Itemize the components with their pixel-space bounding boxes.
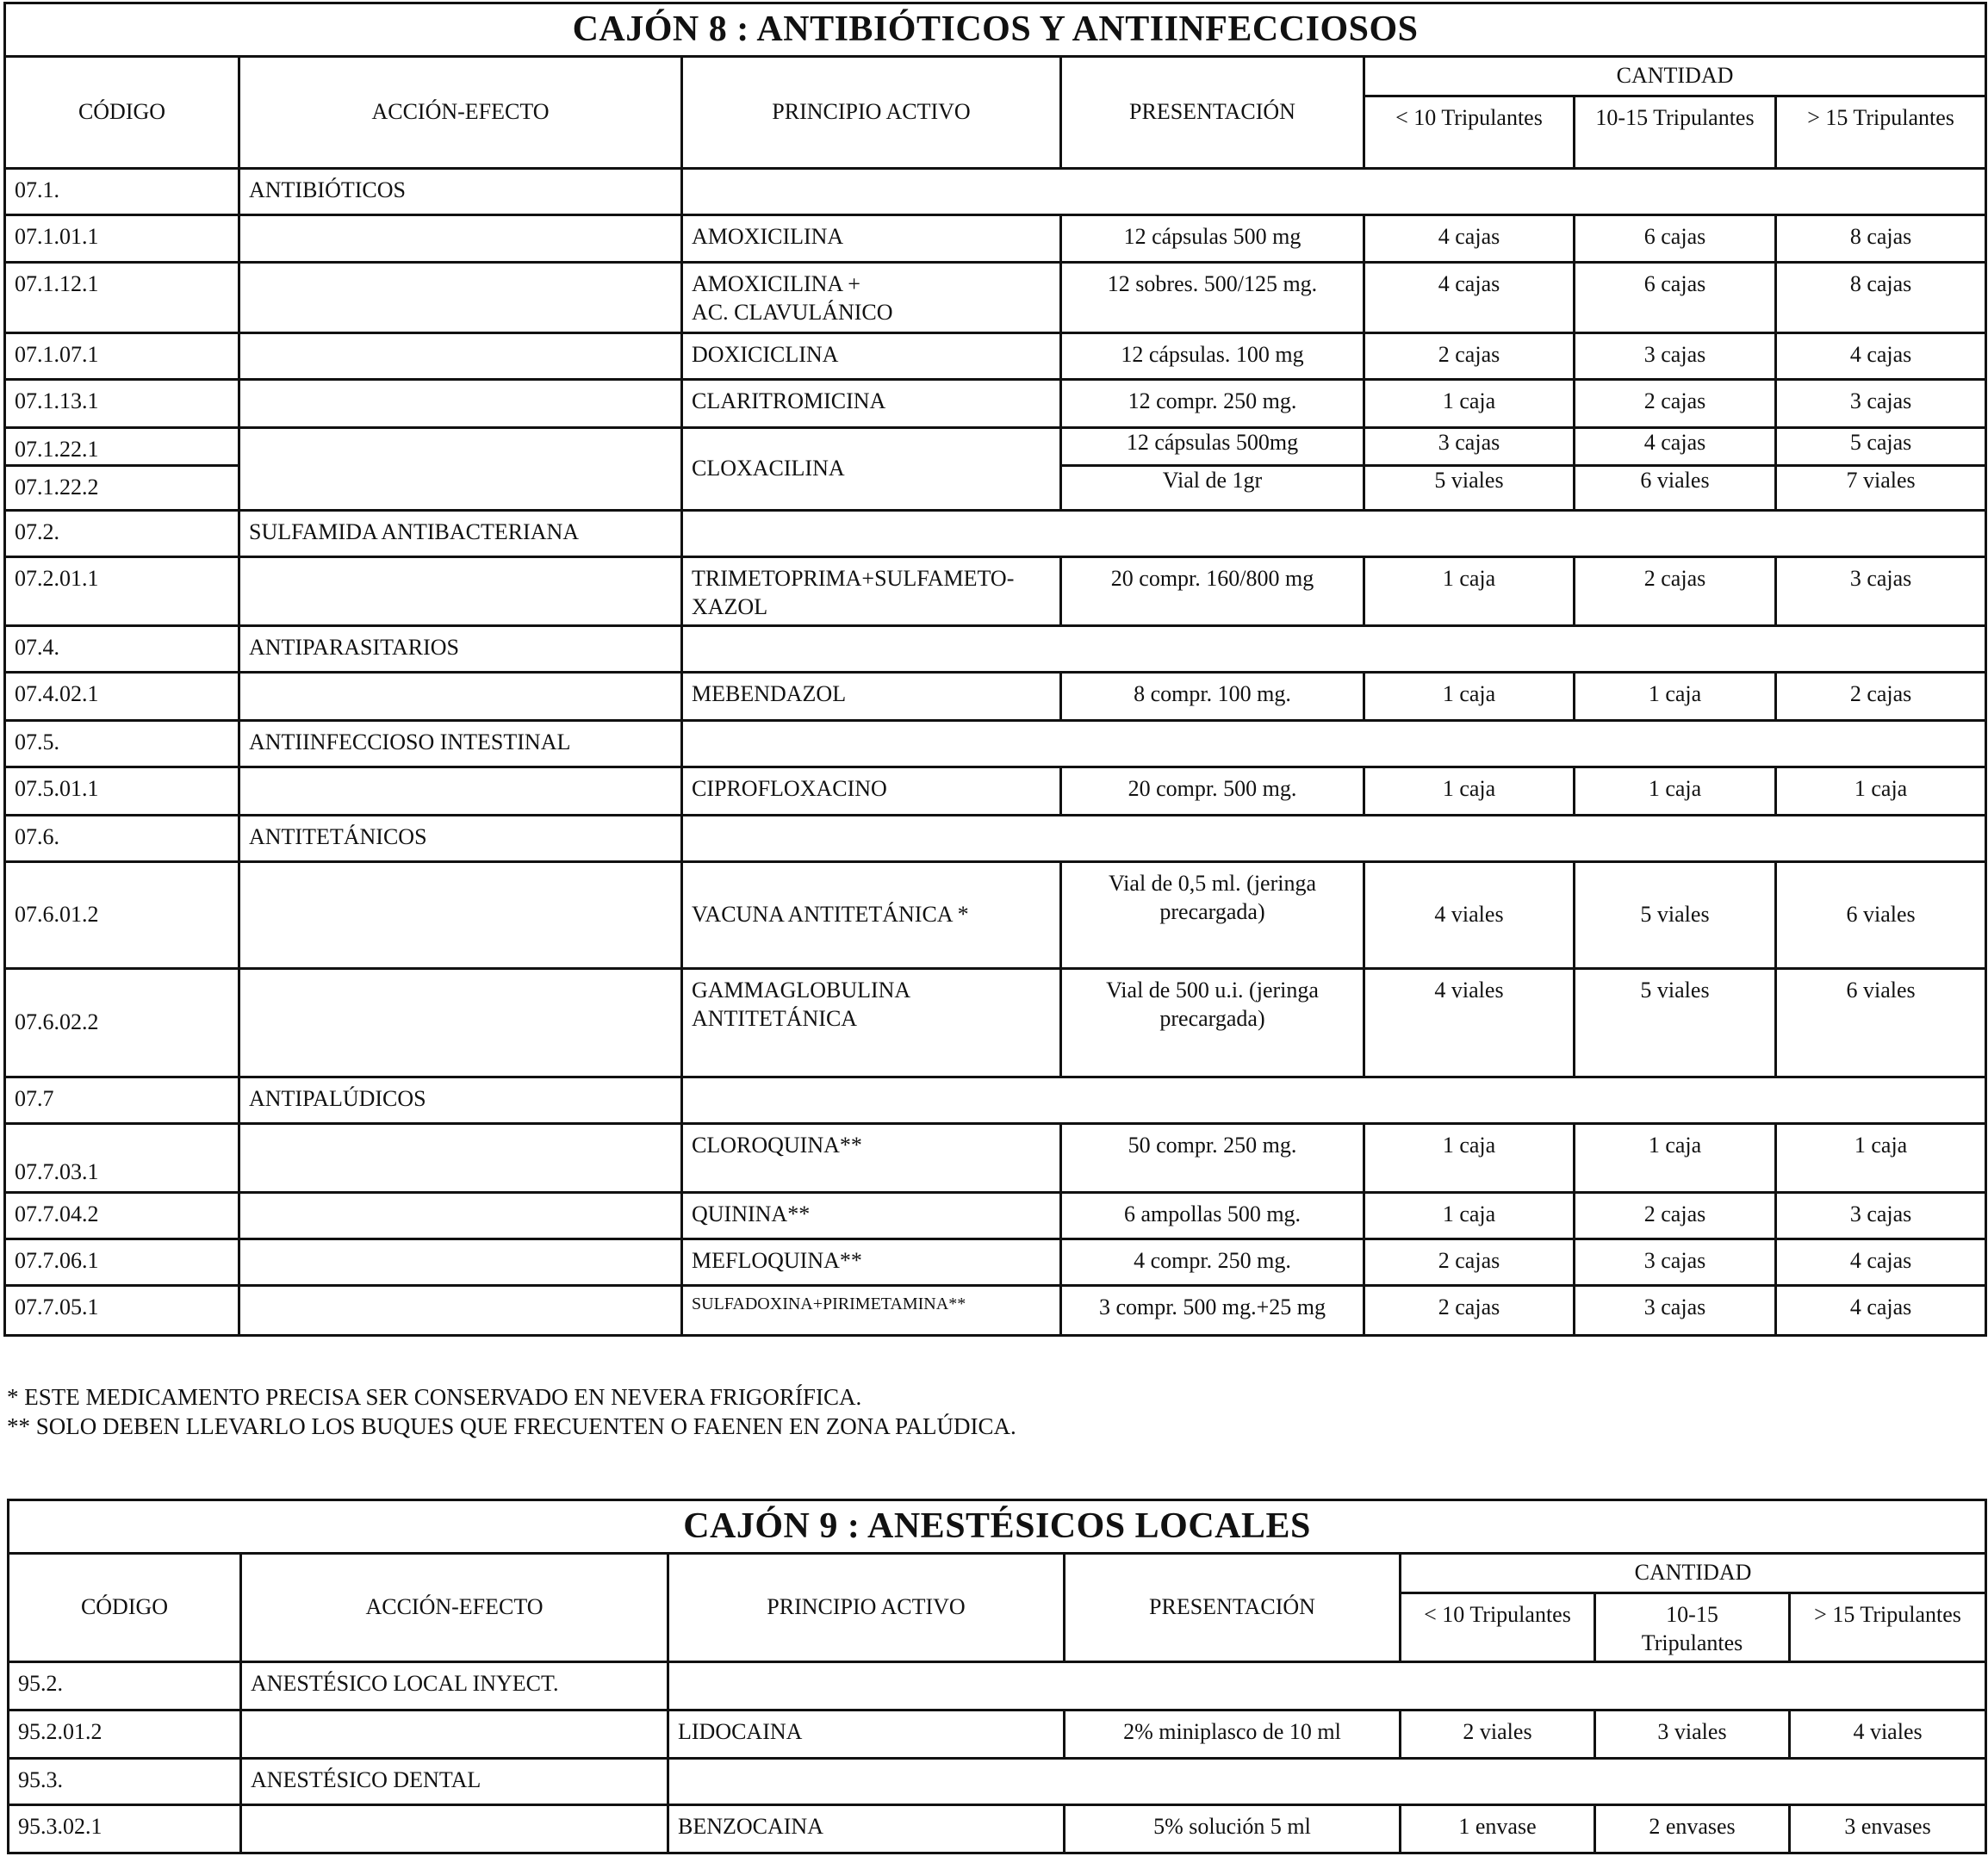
principle-cell: AMOXICILINA bbox=[682, 215, 1061, 263]
qty-gt15-cell: 6 viales bbox=[1776, 862, 1986, 969]
category-row bbox=[5, 816, 1986, 862]
qty-gt15-cell: 1 caja bbox=[1776, 767, 1986, 816]
qty-10-15-cell: 2 cajas bbox=[1575, 380, 1776, 428]
qty-lt10-cell: 1 envase bbox=[1401, 1805, 1595, 1853]
action-cell bbox=[239, 1193, 682, 1239]
action-cell bbox=[239, 969, 682, 1077]
category-name: ANTITETÁNICOS bbox=[239, 816, 682, 862]
category-row bbox=[9, 1662, 1986, 1710]
qty-gt15-cell: 4 viales bbox=[1790, 1710, 1986, 1759]
principle-cell: CLARITROMICINA bbox=[682, 380, 1061, 428]
presentation-cell: 12 cápsulas 500 mg bbox=[1061, 215, 1364, 263]
qty-10-15-cell: 3 cajas bbox=[1575, 1286, 1776, 1336]
header-qty-lt10: < 10 Tripulantes bbox=[1401, 1593, 1595, 1662]
code-cell: 07.1.13.1 bbox=[5, 380, 239, 428]
header-code: CÓDIGO bbox=[9, 1554, 241, 1662]
table-row bbox=[5, 1239, 1986, 1286]
action-cell bbox=[239, 862, 682, 969]
presentation-cell: 20 compr. 160/800 mg bbox=[1061, 557, 1364, 626]
category-row bbox=[5, 1077, 1986, 1124]
header-action-effect: ACCIÓN-EFECTO bbox=[241, 1554, 668, 1662]
qty-gt15-cell: 4 cajas bbox=[1776, 1286, 1986, 1336]
header-quantity: CANTIDAD bbox=[1364, 57, 1986, 96]
qty-gt15-cell: 8 cajas bbox=[1776, 215, 1986, 263]
principle-cell: LIDOCAINA bbox=[668, 1710, 1065, 1759]
action-cell bbox=[239, 428, 682, 511]
category-blank bbox=[668, 1759, 1986, 1805]
principle-line-2: XAZOL bbox=[692, 593, 768, 619]
footnotes bbox=[7, 1382, 1016, 1441]
category-code: 95.2. bbox=[9, 1662, 241, 1710]
action-cell bbox=[239, 1124, 682, 1193]
principle-line-2: ANTITETÁNICA bbox=[692, 1005, 858, 1031]
qty-lt10-cell: 4 cajas bbox=[1364, 215, 1575, 263]
category-name: ANESTÉSICO LOCAL INYECT. bbox=[241, 1662, 668, 1710]
action-cell bbox=[241, 1805, 668, 1853]
category-code: 07.4. bbox=[5, 626, 239, 673]
category-code: 07.7 bbox=[5, 1077, 239, 1124]
presentation-cell bbox=[1061, 969, 1364, 1077]
table-row bbox=[5, 969, 1986, 1077]
header-presentation: PRESENTACIÓN bbox=[1061, 57, 1364, 169]
category-code: 07.6. bbox=[5, 816, 239, 862]
qty-gt15-cell: 3 cajas bbox=[1776, 380, 1986, 428]
presentation-cell: 12 compr. 250 mg. bbox=[1061, 380, 1364, 428]
table-row bbox=[5, 263, 1986, 333]
category-name: ANTIPALÚDICOS bbox=[239, 1077, 682, 1124]
header-quantity: CANTIDAD bbox=[1401, 1554, 1986, 1593]
category-row bbox=[5, 511, 1986, 557]
qty-lt10-cell: 4 viales bbox=[1364, 862, 1575, 969]
qty-gt15-cell: 5 cajas bbox=[1776, 428, 1986, 466]
qty-lt10-cell: 1 caja bbox=[1364, 1124, 1575, 1193]
code-cell: 07.7.03.1 bbox=[5, 1124, 239, 1193]
category-name: ANTIINFECCIOSO INTESTINAL bbox=[239, 721, 682, 767]
qty-lt10-cell: 2 cajas bbox=[1364, 1239, 1575, 1286]
principle-cell: BENZOCAINA bbox=[668, 1805, 1065, 1853]
qty-gt15-cell: 3 envases bbox=[1790, 1805, 1986, 1853]
qty-lt10-cell: 2 cajas bbox=[1364, 333, 1575, 380]
qty-lt10-cell: 3 cajas bbox=[1364, 428, 1575, 466]
presentation-line-2: precargada) bbox=[1159, 1005, 1265, 1031]
presentation-cell: 6 ampollas 500 mg. bbox=[1061, 1193, 1364, 1239]
category-blank bbox=[668, 1662, 1986, 1710]
presentation-cell: Vial de 1gr bbox=[1061, 466, 1364, 511]
action-cell bbox=[239, 263, 682, 333]
action-cell bbox=[239, 380, 682, 428]
principle-cell: SULFADOXINA+PIRIMETAMINA** bbox=[682, 1286, 1061, 1336]
code-cell: 07.1.22.1 bbox=[5, 428, 239, 466]
action-cell bbox=[239, 215, 682, 263]
header-code: CÓDIGO bbox=[5, 57, 239, 169]
presentation-line-1: Vial de 0,5 ml. (jeringa bbox=[1108, 871, 1317, 896]
qty-lt10-cell: 2 cajas bbox=[1364, 1286, 1575, 1336]
header-qty-10-15-line-1: 10-15 bbox=[1666, 1602, 1718, 1627]
code-cell: 07.7.05.1 bbox=[5, 1286, 239, 1336]
qty-10-15-cell: 1 caja bbox=[1575, 767, 1776, 816]
qty-10-15-cell: 5 viales bbox=[1575, 969, 1776, 1077]
qty-lt10-cell: 2 viales bbox=[1401, 1710, 1595, 1759]
qty-10-15-cell: 6 cajas bbox=[1575, 263, 1776, 333]
table-row bbox=[5, 1286, 1986, 1336]
header-qty-10-15: 10-15 Tripulantes bbox=[1575, 96, 1776, 169]
header-action-effect: ACCIÓN-EFECTO bbox=[239, 57, 682, 169]
qty-10-15-cell: 2 envases bbox=[1595, 1805, 1790, 1853]
principle-cell: CIPROFLOXACINO bbox=[682, 767, 1061, 816]
code-cell: 07.1.01.1 bbox=[5, 215, 239, 263]
qty-lt10-cell: 5 viales bbox=[1364, 466, 1575, 511]
table-row bbox=[5, 333, 1986, 380]
code-cell: 95.3.02.1 bbox=[9, 1805, 241, 1853]
table-row bbox=[5, 215, 1986, 263]
principle-cell: VACUNA ANTITETÁNICA * bbox=[682, 862, 1061, 969]
header-qty-10-15-line-2: Tripulantes bbox=[1641, 1630, 1743, 1655]
principle-cell: MEFLOQUINA** bbox=[682, 1239, 1061, 1286]
qty-lt10-cell: 1 caja bbox=[1364, 673, 1575, 721]
table-row bbox=[5, 428, 1986, 466]
principle-line-2: AC. CLAVULÁNICO bbox=[692, 299, 893, 325]
category-row bbox=[9, 1759, 1986, 1805]
presentation-line-2: precargada) bbox=[1159, 898, 1265, 924]
action-cell bbox=[239, 557, 682, 626]
table-row bbox=[5, 767, 1986, 816]
code-cell: 07.6.02.2 bbox=[5, 969, 239, 1077]
presentation-cell: 4 compr. 250 mg. bbox=[1061, 1239, 1364, 1286]
drawer-8-title: CAJÓN 8 : ANTIBIÓTICOS Y ANTIINFECCIOSOS bbox=[5, 3, 1986, 57]
principle-cell bbox=[682, 263, 1061, 333]
qty-10-15-cell: 4 cajas bbox=[1575, 428, 1776, 466]
table-row bbox=[5, 673, 1986, 721]
qty-lt10-cell: 1 caja bbox=[1364, 380, 1575, 428]
header-active-principle: PRINCIPIO ACTIVO bbox=[682, 57, 1061, 169]
header-qty-gt15: > 15 Tripulantes bbox=[1776, 96, 1986, 169]
category-code: 07.2. bbox=[5, 511, 239, 557]
presentation-cell: 5% solución 5 ml bbox=[1065, 1805, 1401, 1853]
qty-gt15-cell: 7 viales bbox=[1776, 466, 1986, 511]
principle-cell: CLOROQUINA** bbox=[682, 1124, 1061, 1193]
category-blank bbox=[682, 626, 1986, 673]
category-blank bbox=[682, 721, 1986, 767]
code-cell: 07.7.06.1 bbox=[5, 1239, 239, 1286]
action-cell bbox=[239, 767, 682, 816]
header-active-principle: PRINCIPIO ACTIVO bbox=[668, 1554, 1065, 1662]
table-row bbox=[9, 1710, 1986, 1759]
qty-10-15-cell: 2 cajas bbox=[1575, 1193, 1776, 1239]
presentation-cell: 2% miniplasco de 10 ml bbox=[1065, 1710, 1401, 1759]
presentation-cell bbox=[1061, 862, 1364, 969]
qty-10-15-cell: 3 cajas bbox=[1575, 333, 1776, 380]
table-row bbox=[9, 1805, 1986, 1853]
action-cell bbox=[239, 1286, 682, 1336]
header-qty-gt15: > 15 Tripulantes bbox=[1790, 1593, 1986, 1662]
qty-10-15-cell: 1 caja bbox=[1575, 673, 1776, 721]
table-row bbox=[5, 1193, 1986, 1239]
principle-line-1: AMOXICILINA + bbox=[692, 271, 860, 296]
table-row bbox=[5, 1124, 1986, 1193]
category-row bbox=[5, 169, 1986, 215]
principle-line-1: TRIMETOPRIMA+SULFAMETO- bbox=[692, 566, 1015, 591]
qty-gt15-cell: 1 caja bbox=[1776, 1124, 1986, 1193]
presentation-cell: 20 compr. 500 mg. bbox=[1061, 767, 1364, 816]
category-code: 95.3. bbox=[9, 1759, 241, 1805]
qty-10-15-cell: 5 viales bbox=[1575, 862, 1776, 969]
principle-cell: DOXICICLINA bbox=[682, 333, 1061, 380]
drawer-8-table bbox=[3, 2, 1987, 1337]
category-name: SULFAMIDA ANTIBACTERIANA bbox=[239, 511, 682, 557]
presentation-cell: 8 compr. 100 mg. bbox=[1061, 673, 1364, 721]
presentation-cell: 12 sobres. 500/125 mg. bbox=[1061, 263, 1364, 333]
table-row bbox=[5, 862, 1986, 969]
code-cell: 07.1.12.1 bbox=[5, 263, 239, 333]
header-presentation: PRESENTACIÓN bbox=[1065, 1554, 1401, 1662]
qty-gt15-cell: 4 cajas bbox=[1776, 333, 1986, 380]
drawer-9-table bbox=[7, 1499, 1987, 1854]
category-blank bbox=[682, 511, 1986, 557]
code-cell: 95.2.01.2 bbox=[9, 1710, 241, 1759]
header-qty-lt10: < 10 Tripulantes bbox=[1364, 96, 1575, 169]
qty-10-15-cell: 2 cajas bbox=[1575, 557, 1776, 626]
qty-10-15-cell: 3 cajas bbox=[1575, 1239, 1776, 1286]
drawer-9-title: CAJÓN 9 : ANESTÉSICOS LOCALES bbox=[9, 1500, 1986, 1554]
category-name: ANTIBIÓTICOS bbox=[239, 169, 682, 215]
action-cell bbox=[239, 1239, 682, 1286]
qty-gt15-cell: 6 viales bbox=[1776, 969, 1986, 1077]
category-code: 07.1. bbox=[5, 169, 239, 215]
qty-lt10-cell: 4 cajas bbox=[1364, 263, 1575, 333]
code-cell: 07.2.01.1 bbox=[5, 557, 239, 626]
presentation-cell: 50 compr. 250 mg. bbox=[1061, 1124, 1364, 1193]
principle-cell: QUININA** bbox=[682, 1193, 1061, 1239]
category-blank bbox=[682, 816, 1986, 862]
qty-lt10-cell: 1 caja bbox=[1364, 557, 1575, 626]
presentation-cell: 12 cápsulas. 100 mg bbox=[1061, 333, 1364, 380]
code-cell: 07.7.04.2 bbox=[5, 1193, 239, 1239]
code-cell: 07.1.22.2 bbox=[5, 466, 239, 511]
qty-gt15-cell: 8 cajas bbox=[1776, 263, 1986, 333]
qty-10-15-cell: 3 viales bbox=[1595, 1710, 1790, 1759]
qty-gt15-cell: 3 cajas bbox=[1776, 557, 1986, 626]
category-code: 07.5. bbox=[5, 721, 239, 767]
principle-cell: MEBENDAZOL bbox=[682, 673, 1061, 721]
category-name: ANTIPARASITARIOS bbox=[239, 626, 682, 673]
presentation-cell: 12 cápsulas 500mg bbox=[1061, 428, 1364, 466]
code-cell: 07.6.01.2 bbox=[5, 862, 239, 969]
footnote-refrigeration: * ESTE MEDICAMENTO PRECISA SER CONSERVADO EN NEVERA FRIGORÍFICA. bbox=[7, 1384, 862, 1410]
presentation-cell: 3 compr. 500 mg.+25 mg bbox=[1061, 1286, 1364, 1336]
footnote-malaria-zone: ** SOLO DEBEN LLEVARLO LOS BUQUES QUE FRECUENTEN O FAENEN EN ZONA PALÚDICA. bbox=[7, 1413, 1016, 1439]
principle-cell bbox=[682, 969, 1061, 1077]
table-row bbox=[5, 380, 1986, 428]
qty-10-15-cell: 1 caja bbox=[1575, 1124, 1776, 1193]
qty-lt10-cell: 1 caja bbox=[1364, 1193, 1575, 1239]
category-name: ANESTÉSICO DENTAL bbox=[241, 1759, 668, 1805]
category-row bbox=[5, 721, 1986, 767]
code-cell: 07.5.01.1 bbox=[5, 767, 239, 816]
qty-lt10-cell: 4 viales bbox=[1364, 969, 1575, 1077]
qty-10-15-cell: 6 viales bbox=[1575, 466, 1776, 511]
action-cell bbox=[239, 673, 682, 721]
qty-gt15-cell: 3 cajas bbox=[1776, 1193, 1986, 1239]
action-cell bbox=[241, 1710, 668, 1759]
qty-lt10-cell: 1 caja bbox=[1364, 767, 1575, 816]
category-row bbox=[5, 626, 1986, 673]
principle-cell: CLOXACILINA bbox=[682, 428, 1061, 511]
category-blank bbox=[682, 1077, 1986, 1124]
presentation-line-1: Vial de 500 u.i. (jeringa bbox=[1106, 978, 1319, 1003]
code-cell: 07.4.02.1 bbox=[5, 673, 239, 721]
qty-10-15-cell: 6 cajas bbox=[1575, 215, 1776, 263]
category-blank bbox=[682, 169, 1986, 215]
header-qty-10-15 bbox=[1595, 1593, 1790, 1662]
action-cell bbox=[239, 333, 682, 380]
code-cell: 07.1.07.1 bbox=[5, 333, 239, 380]
principle-line-1: GAMMAGLOBULINA bbox=[692, 978, 911, 1003]
qty-gt15-cell: 4 cajas bbox=[1776, 1239, 1986, 1286]
qty-gt15-cell: 2 cajas bbox=[1776, 673, 1986, 721]
principle-cell bbox=[682, 557, 1061, 626]
table-row bbox=[5, 557, 1986, 626]
